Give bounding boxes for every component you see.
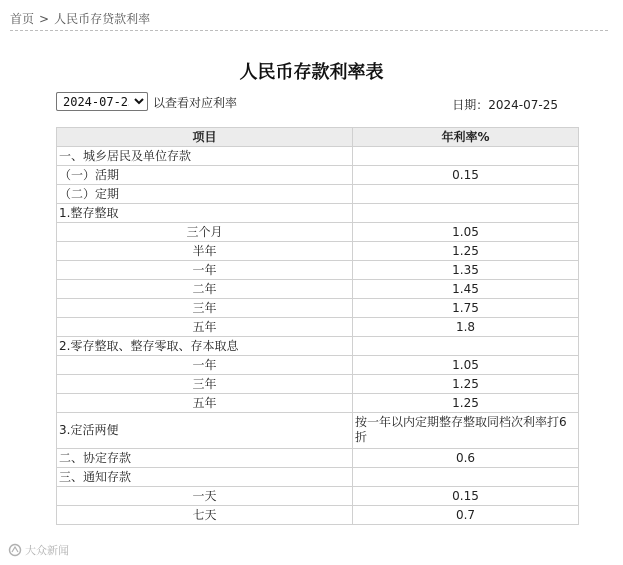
row-item-cell: 三个月 — [57, 223, 353, 242]
breadcrumb — [10, 10, 608, 31]
header-item: 项目 — [57, 128, 353, 147]
table-header-row — [57, 128, 579, 147]
table-row — [57, 356, 579, 375]
row-rate-cell: 1.25 — [353, 242, 579, 261]
row-item-cell: 1.整存整取 — [57, 204, 353, 223]
row-rate-cell: 1.45 — [353, 280, 579, 299]
date-display: 日期：2024-07-25 — [452, 98, 558, 112]
row-item-cell: 一年 — [57, 356, 353, 375]
table-row — [57, 223, 579, 242]
logo-icon — [8, 543, 22, 557]
row-item-cell: 三、通知存款 — [57, 468, 353, 487]
row-rate-cell — [353, 468, 579, 487]
row-item-cell: 七天 — [57, 506, 353, 525]
row-item-cell: 二年 — [57, 280, 353, 299]
row-rate-cell: 1.8 — [353, 318, 579, 337]
row-rate-cell: 0.6 — [353, 449, 579, 468]
date-select[interactable] — [56, 92, 148, 111]
row-item-cell: 一年 — [57, 261, 353, 280]
row-item-cell: 一天 — [57, 487, 353, 506]
row-rate-cell: 0.15 — [353, 487, 579, 506]
page-title: 人民币存款利率表 — [239, 62, 384, 83]
breadcrumb-home-link[interactable]: 首页 — [10, 12, 35, 26]
row-rate-cell: 按一年以内定期整存整取同档次利率打6折 — [353, 413, 579, 449]
table-row — [57, 166, 579, 185]
select-hint: 以查看对应利率 — [153, 96, 238, 110]
row-item-cell: 2.零存整取、整存零取、存本取息 — [57, 337, 353, 356]
row-rate-cell: 1.35 — [353, 261, 579, 280]
row-rate-cell: 1.75 — [353, 299, 579, 318]
table-row — [57, 413, 579, 449]
row-item-cell: 二、协定存款 — [57, 449, 353, 468]
row-rate-cell: 1.05 — [353, 223, 579, 242]
row-item-cell: 五年 — [57, 318, 353, 337]
row-rate-cell: 0.15 — [353, 166, 579, 185]
table-row — [57, 261, 579, 280]
table-row — [57, 394, 579, 413]
table-row — [57, 185, 579, 204]
table-row — [57, 318, 579, 337]
row-rate-cell — [353, 337, 579, 356]
row-rate-cell: 1.25 — [353, 394, 579, 413]
header-rate: 年利率% — [353, 128, 579, 147]
row-rate-cell — [353, 147, 579, 166]
row-item-cell: 三年 — [57, 375, 353, 394]
row-rate-cell: 1.05 — [353, 356, 579, 375]
row-item-cell: 三年 — [57, 299, 353, 318]
table-row — [57, 468, 579, 487]
row-item-cell: 3.定活两便 — [57, 413, 353, 449]
watermark — [8, 542, 69, 558]
row-rate-cell: 0.7 — [353, 506, 579, 525]
table-body — [57, 147, 579, 525]
row-item-cell: 一、城乡居民及单位存款 — [57, 147, 353, 166]
table-row — [57, 147, 579, 166]
deposit-rate-table — [56, 127, 579, 525]
row-rate-cell: 1.25 — [353, 375, 579, 394]
row-item-cell: 五年 — [57, 394, 353, 413]
breadcrumb-current: 人民币存贷款利率 — [54, 12, 151, 26]
table-row — [57, 375, 579, 394]
table-row — [57, 280, 579, 299]
table-row — [57, 299, 579, 318]
row-item-cell: （一）活期 — [57, 166, 353, 185]
row-item-cell: （二）定期 — [57, 185, 353, 204]
row-rate-cell — [353, 204, 579, 223]
watermark-text: 大众新闻 — [25, 544, 69, 557]
row-item-cell: 半年 — [57, 242, 353, 261]
table-row — [57, 242, 579, 261]
table-row — [57, 204, 579, 223]
table-row — [57, 337, 579, 356]
table-row — [57, 506, 579, 525]
row-rate-cell — [353, 185, 579, 204]
table-row — [57, 449, 579, 468]
breadcrumb-separator: > — [39, 12, 50, 26]
table-row — [57, 487, 579, 506]
